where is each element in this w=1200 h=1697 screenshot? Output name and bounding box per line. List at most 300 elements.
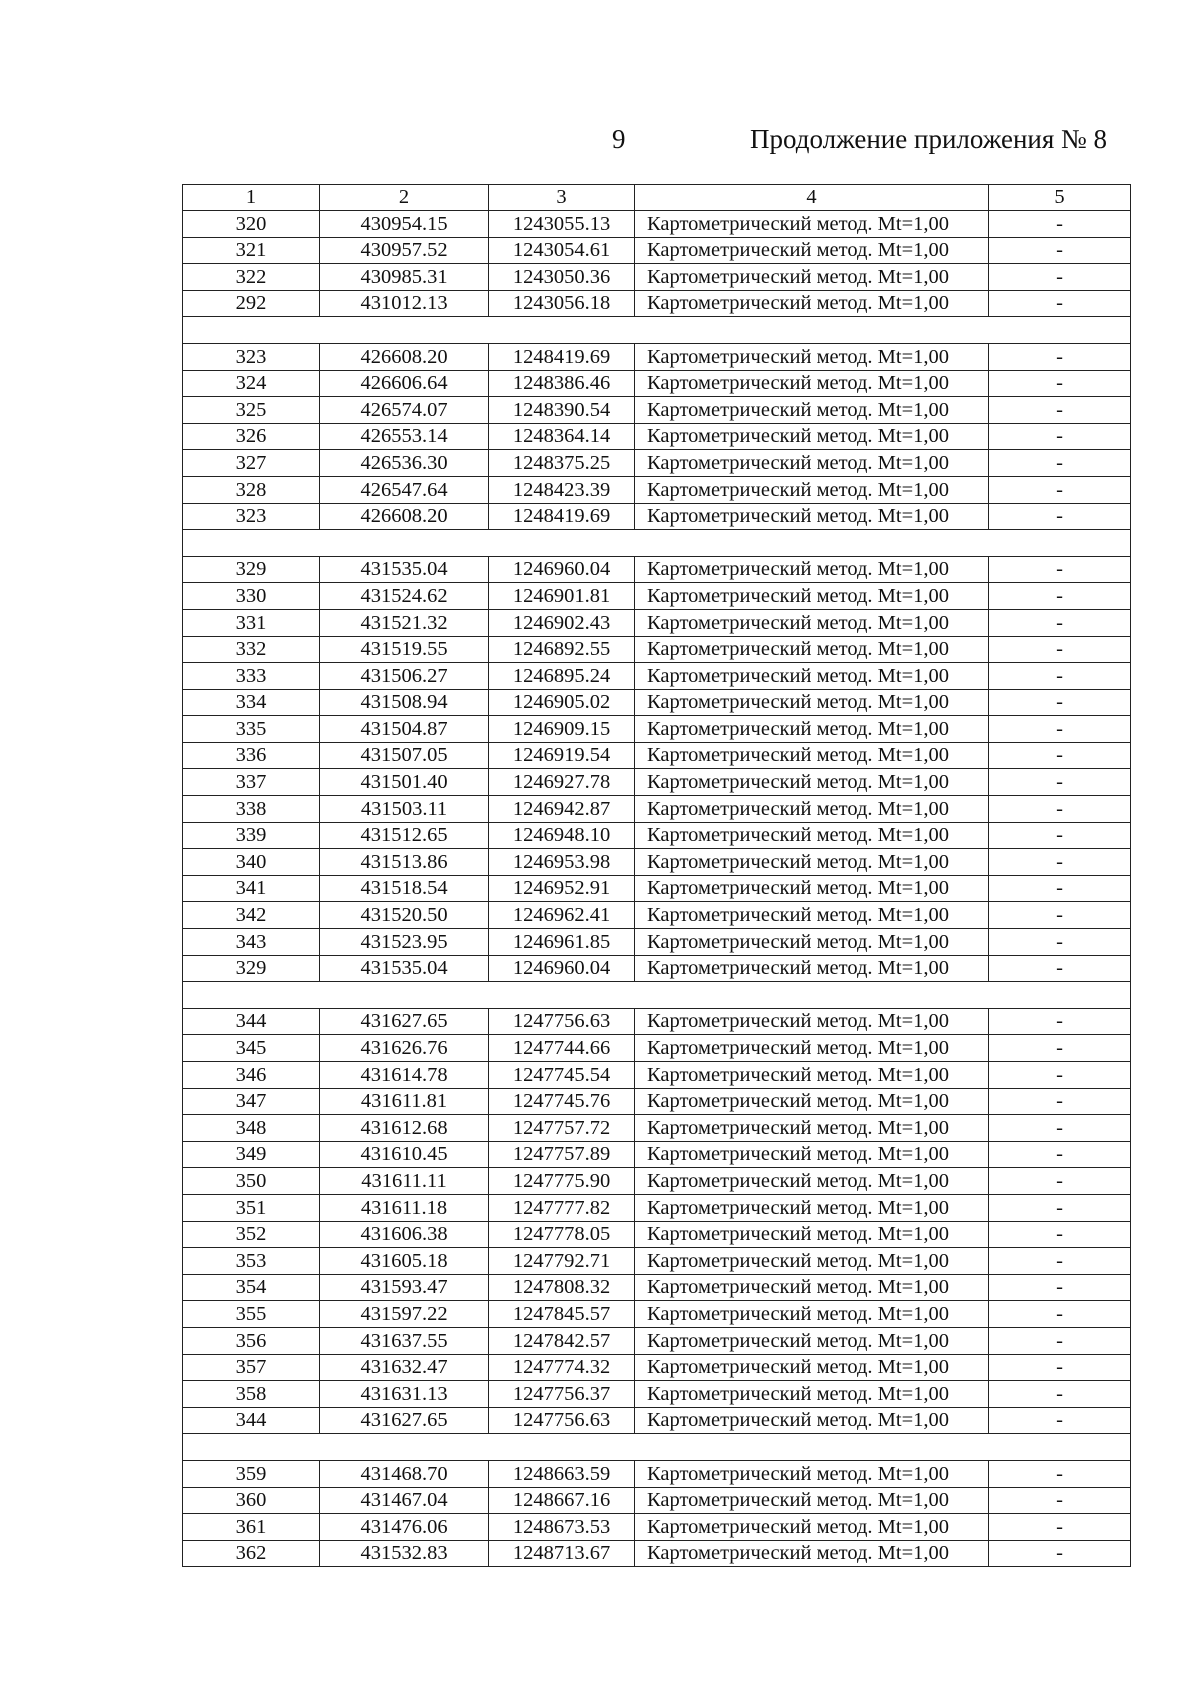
point-number-cell: 330 bbox=[183, 583, 320, 610]
y-coordinate-cell: 1247744.66 bbox=[489, 1035, 635, 1062]
note-cell: - bbox=[989, 290, 1131, 317]
note-cell: - bbox=[989, 1514, 1131, 1541]
x-coordinate-cell: 431614.78 bbox=[320, 1062, 489, 1089]
table-row bbox=[183, 583, 1131, 610]
y-coordinate-cell: 1246902.43 bbox=[489, 609, 635, 636]
point-number-cell: 325 bbox=[183, 397, 320, 424]
table-row bbox=[183, 902, 1131, 929]
x-coordinate-cell: 431605.18 bbox=[320, 1248, 489, 1275]
method-cell: Картометрический метод. Mt=1,00 bbox=[635, 1088, 989, 1115]
table-row bbox=[183, 556, 1131, 583]
method-cell: Картометрический метод. Mt=1,00 bbox=[635, 343, 989, 370]
y-coordinate-cell: 1246895.24 bbox=[489, 663, 635, 690]
x-coordinate-cell: 431626.76 bbox=[320, 1035, 489, 1062]
method-cell: Картометрический метод. Mt=1,00 bbox=[635, 1274, 989, 1301]
point-number-cell: 329 bbox=[183, 556, 320, 583]
method-cell: Картометрический метод. Mt=1,00 bbox=[635, 1354, 989, 1381]
y-coordinate-cell: 1247757.89 bbox=[489, 1141, 635, 1168]
y-coordinate-cell: 1247778.05 bbox=[489, 1221, 635, 1248]
note-cell: - bbox=[989, 370, 1131, 397]
point-number-cell: 338 bbox=[183, 796, 320, 823]
x-coordinate-cell: 431501.40 bbox=[320, 769, 489, 796]
note-cell: - bbox=[989, 902, 1131, 929]
point-number-cell: 329 bbox=[183, 955, 320, 982]
point-number-cell: 352 bbox=[183, 1221, 320, 1248]
point-number-cell: 362 bbox=[183, 1540, 320, 1567]
y-coordinate-cell: 1247845.57 bbox=[489, 1301, 635, 1328]
method-cell: Картометрический метод. Mt=1,00 bbox=[635, 1327, 989, 1354]
point-number-cell: 345 bbox=[183, 1035, 320, 1062]
y-coordinate-cell: 1247792.71 bbox=[489, 1248, 635, 1275]
method-cell: Картометрический метод. Mt=1,00 bbox=[635, 769, 989, 796]
table-row bbox=[183, 716, 1131, 743]
y-coordinate-cell: 1246927.78 bbox=[489, 769, 635, 796]
point-number-cell: 354 bbox=[183, 1274, 320, 1301]
point-number-cell: 324 bbox=[183, 370, 320, 397]
point-number-cell: 323 bbox=[183, 503, 320, 530]
method-cell: Картометрический метод. Mt=1,00 bbox=[635, 264, 989, 291]
page-number: 9 bbox=[612, 124, 626, 154]
note-cell: - bbox=[989, 849, 1131, 876]
table-row bbox=[183, 849, 1131, 876]
appendix-title: Продолжение приложения № 8 bbox=[750, 124, 1108, 154]
y-coordinate-cell: 1248375.25 bbox=[489, 450, 635, 477]
method-cell: Картометрический метод. Mt=1,00 bbox=[635, 609, 989, 636]
table-row bbox=[183, 1248, 1131, 1275]
table-row bbox=[183, 875, 1131, 902]
note-cell: - bbox=[989, 1141, 1131, 1168]
method-cell: Картометрический метод. Mt=1,00 bbox=[635, 1062, 989, 1089]
note-cell: - bbox=[989, 450, 1131, 477]
point-number-cell: 334 bbox=[183, 689, 320, 716]
x-coordinate-cell: 431611.11 bbox=[320, 1168, 489, 1195]
x-coordinate-cell: 431612.68 bbox=[320, 1115, 489, 1142]
x-coordinate-cell: 430954.15 bbox=[320, 211, 489, 238]
note-cell: - bbox=[989, 689, 1131, 716]
x-coordinate-cell: 431012.13 bbox=[320, 290, 489, 317]
coordinates-table-container bbox=[182, 184, 1130, 1567]
y-coordinate-cell: 1248673.53 bbox=[489, 1514, 635, 1541]
point-number-cell: 358 bbox=[183, 1381, 320, 1408]
x-coordinate-cell: 431631.13 bbox=[320, 1381, 489, 1408]
method-cell: Картометрический метод. Mt=1,00 bbox=[635, 929, 989, 956]
table-row bbox=[183, 1540, 1131, 1567]
note-cell: - bbox=[989, 875, 1131, 902]
table-row bbox=[183, 1194, 1131, 1221]
method-cell: Картометрический метод. Mt=1,00 bbox=[635, 1221, 989, 1248]
point-number-cell: 355 bbox=[183, 1301, 320, 1328]
x-coordinate-cell: 431476.06 bbox=[320, 1514, 489, 1541]
table-row bbox=[183, 1168, 1131, 1195]
note-cell: - bbox=[989, 1248, 1131, 1275]
x-coordinate-cell: 431467.04 bbox=[320, 1487, 489, 1514]
y-coordinate-cell: 1246892.55 bbox=[489, 636, 635, 663]
point-number-cell: 349 bbox=[183, 1141, 320, 1168]
x-coordinate-cell: 431611.81 bbox=[320, 1088, 489, 1115]
note-cell: - bbox=[989, 1221, 1131, 1248]
table-body bbox=[183, 185, 1131, 1567]
method-cell: Картометрический метод. Mt=1,00 bbox=[635, 450, 989, 477]
x-coordinate-cell: 426608.20 bbox=[320, 503, 489, 530]
note-cell: - bbox=[989, 796, 1131, 823]
table-row bbox=[183, 822, 1131, 849]
x-coordinate-cell: 426547.64 bbox=[320, 476, 489, 503]
table-row bbox=[183, 397, 1131, 424]
method-cell: Картометрический метод. Mt=1,00 bbox=[635, 875, 989, 902]
note-cell: - bbox=[989, 397, 1131, 424]
y-coordinate-cell: 1246909.15 bbox=[489, 716, 635, 743]
x-coordinate-cell: 431593.47 bbox=[320, 1274, 489, 1301]
x-coordinate-cell: 431523.95 bbox=[320, 929, 489, 956]
method-cell: Картометрический метод. Mt=1,00 bbox=[635, 583, 989, 610]
method-cell: Картометрический метод. Mt=1,00 bbox=[635, 1514, 989, 1541]
point-number-cell: 331 bbox=[183, 609, 320, 636]
point-number-cell: 360 bbox=[183, 1487, 320, 1514]
x-coordinate-cell: 431504.87 bbox=[320, 716, 489, 743]
point-number-cell: 337 bbox=[183, 769, 320, 796]
y-coordinate-cell: 1247777.82 bbox=[489, 1194, 635, 1221]
point-number-cell: 339 bbox=[183, 822, 320, 849]
note-cell: - bbox=[989, 583, 1131, 610]
note-cell: - bbox=[989, 211, 1131, 238]
note-cell: - bbox=[989, 503, 1131, 530]
table-row bbox=[183, 1035, 1131, 1062]
method-cell: Картометрический метод. Mt=1,00 bbox=[635, 1115, 989, 1142]
note-cell: - bbox=[989, 556, 1131, 583]
note-cell: - bbox=[989, 1381, 1131, 1408]
x-coordinate-cell: 431606.38 bbox=[320, 1221, 489, 1248]
y-coordinate-cell: 1247756.37 bbox=[489, 1381, 635, 1408]
table-row bbox=[183, 1062, 1131, 1089]
method-cell: Картометрический метод. Mt=1,00 bbox=[635, 1008, 989, 1035]
table-row bbox=[183, 955, 1131, 982]
point-number-cell: 326 bbox=[183, 423, 320, 450]
table-row bbox=[183, 1301, 1131, 1328]
y-coordinate-cell: 1246961.85 bbox=[489, 929, 635, 956]
table-row bbox=[183, 211, 1131, 238]
x-coordinate-cell: 426553.14 bbox=[320, 423, 489, 450]
y-coordinate-cell: 1248423.39 bbox=[489, 476, 635, 503]
x-coordinate-cell: 431627.65 bbox=[320, 1008, 489, 1035]
y-coordinate-cell: 1248364.14 bbox=[489, 423, 635, 450]
group-separator-row bbox=[183, 317, 1131, 344]
method-cell: Картометрический метод. Mt=1,00 bbox=[635, 955, 989, 982]
note-cell: - bbox=[989, 1088, 1131, 1115]
x-coordinate-cell: 431637.55 bbox=[320, 1327, 489, 1354]
note-cell: - bbox=[989, 1008, 1131, 1035]
x-coordinate-cell: 431610.45 bbox=[320, 1141, 489, 1168]
y-coordinate-cell: 1248386.46 bbox=[489, 370, 635, 397]
x-coordinate-cell: 431535.04 bbox=[320, 955, 489, 982]
note-cell: - bbox=[989, 742, 1131, 769]
method-cell: Картометрический метод. Mt=1,00 bbox=[635, 476, 989, 503]
note-cell: - bbox=[989, 1327, 1131, 1354]
method-cell: Картометрический метод. Mt=1,00 bbox=[635, 902, 989, 929]
table-header-row bbox=[183, 185, 1131, 211]
point-number-cell: 350 bbox=[183, 1168, 320, 1195]
table-row bbox=[183, 742, 1131, 769]
method-cell: Картометрический метод. Mt=1,00 bbox=[635, 556, 989, 583]
table-row bbox=[183, 1487, 1131, 1514]
x-coordinate-cell: 431524.62 bbox=[320, 583, 489, 610]
table-row bbox=[183, 769, 1131, 796]
note-cell: - bbox=[989, 636, 1131, 663]
point-number-cell: 341 bbox=[183, 875, 320, 902]
group-separator-row bbox=[183, 530, 1131, 557]
y-coordinate-cell: 1247756.63 bbox=[489, 1008, 635, 1035]
table-row bbox=[183, 1514, 1131, 1541]
method-cell: Картометрический метод. Mt=1,00 bbox=[635, 663, 989, 690]
method-cell: Картометрический метод. Mt=1,00 bbox=[635, 503, 989, 530]
table-row bbox=[183, 264, 1131, 291]
method-cell: Картометрический метод. Mt=1,00 bbox=[635, 1141, 989, 1168]
table-row bbox=[183, 796, 1131, 823]
method-cell: Картометрический метод. Mt=1,00 bbox=[635, 689, 989, 716]
method-cell: Картометрический метод. Mt=1,00 bbox=[635, 636, 989, 663]
note-cell: - bbox=[989, 955, 1131, 982]
note-cell: - bbox=[989, 476, 1131, 503]
x-coordinate-cell: 431506.27 bbox=[320, 663, 489, 690]
point-number-cell: 327 bbox=[183, 450, 320, 477]
table-row bbox=[183, 1274, 1131, 1301]
x-coordinate-cell: 431508.94 bbox=[320, 689, 489, 716]
note-cell: - bbox=[989, 1301, 1131, 1328]
note-cell: - bbox=[989, 929, 1131, 956]
x-coordinate-cell: 431535.04 bbox=[320, 556, 489, 583]
x-coordinate-cell: 431518.54 bbox=[320, 875, 489, 902]
coordinates-table bbox=[182, 184, 1131, 1567]
header-cell: 1 bbox=[183, 185, 320, 211]
note-cell: - bbox=[989, 1354, 1131, 1381]
x-coordinate-cell: 431627.65 bbox=[320, 1407, 489, 1434]
note-cell: - bbox=[989, 237, 1131, 264]
table-row bbox=[183, 423, 1131, 450]
method-cell: Картометрический метод. Mt=1,00 bbox=[635, 716, 989, 743]
table-row bbox=[183, 636, 1131, 663]
method-cell: Картометрический метод. Mt=1,00 bbox=[635, 237, 989, 264]
y-coordinate-cell: 1248419.69 bbox=[489, 343, 635, 370]
y-coordinate-cell: 1243054.61 bbox=[489, 237, 635, 264]
y-coordinate-cell: 1246962.41 bbox=[489, 902, 635, 929]
table-row bbox=[183, 476, 1131, 503]
note-cell: - bbox=[989, 1115, 1131, 1142]
y-coordinate-cell: 1247756.63 bbox=[489, 1407, 635, 1434]
table-row bbox=[183, 689, 1131, 716]
method-cell: Картометрический метод. Mt=1,00 bbox=[635, 796, 989, 823]
y-coordinate-cell: 1248667.16 bbox=[489, 1487, 635, 1514]
method-cell: Картометрический метод. Mt=1,00 bbox=[635, 1407, 989, 1434]
table-row bbox=[183, 450, 1131, 477]
table-row bbox=[183, 290, 1131, 317]
x-coordinate-cell: 431532.83 bbox=[320, 1540, 489, 1567]
group-separator-row bbox=[183, 1434, 1131, 1461]
y-coordinate-cell: 1248390.54 bbox=[489, 397, 635, 424]
point-number-cell: 340 bbox=[183, 849, 320, 876]
y-coordinate-cell: 1248663.59 bbox=[489, 1460, 635, 1487]
group-separator-row bbox=[183, 982, 1131, 1009]
note-cell: - bbox=[989, 1487, 1131, 1514]
x-coordinate-cell: 431507.05 bbox=[320, 742, 489, 769]
y-coordinate-cell: 1243050.36 bbox=[489, 264, 635, 291]
x-coordinate-cell: 431512.65 bbox=[320, 822, 489, 849]
point-number-cell: 336 bbox=[183, 742, 320, 769]
point-number-cell: 321 bbox=[183, 237, 320, 264]
point-number-cell: 344 bbox=[183, 1407, 320, 1434]
method-cell: Картометрический метод. Mt=1,00 bbox=[635, 1460, 989, 1487]
x-coordinate-cell: 431520.50 bbox=[320, 902, 489, 929]
method-cell: Картометрический метод. Mt=1,00 bbox=[635, 849, 989, 876]
point-number-cell: 322 bbox=[183, 264, 320, 291]
y-coordinate-cell: 1243055.13 bbox=[489, 211, 635, 238]
method-cell: Картометрический метод. Mt=1,00 bbox=[635, 370, 989, 397]
x-coordinate-cell: 426606.64 bbox=[320, 370, 489, 397]
point-number-cell: 292 bbox=[183, 290, 320, 317]
y-coordinate-cell: 1243056.18 bbox=[489, 290, 635, 317]
note-cell: - bbox=[989, 769, 1131, 796]
x-coordinate-cell: 431611.18 bbox=[320, 1194, 489, 1221]
point-number-cell: 323 bbox=[183, 343, 320, 370]
method-cell: Картометрический метод. Mt=1,00 bbox=[635, 822, 989, 849]
y-coordinate-cell: 1246960.04 bbox=[489, 955, 635, 982]
x-coordinate-cell: 430985.31 bbox=[320, 264, 489, 291]
note-cell: - bbox=[989, 1062, 1131, 1089]
x-coordinate-cell: 431521.32 bbox=[320, 609, 489, 636]
method-cell: Картометрический метод. Mt=1,00 bbox=[635, 742, 989, 769]
method-cell: Картометрический метод. Mt=1,00 bbox=[635, 290, 989, 317]
table-row bbox=[183, 1141, 1131, 1168]
y-coordinate-cell: 1247745.76 bbox=[489, 1088, 635, 1115]
note-cell: - bbox=[989, 423, 1131, 450]
header-cell: 2 bbox=[320, 185, 489, 211]
point-number-cell: 351 bbox=[183, 1194, 320, 1221]
point-number-cell: 359 bbox=[183, 1460, 320, 1487]
point-number-cell: 347 bbox=[183, 1088, 320, 1115]
y-coordinate-cell: 1246901.81 bbox=[489, 583, 635, 610]
header-cell: 4 bbox=[635, 185, 989, 211]
table-row bbox=[183, 237, 1131, 264]
header-cell: 5 bbox=[989, 185, 1131, 211]
separator-cell bbox=[183, 1434, 1131, 1461]
y-coordinate-cell: 1246960.04 bbox=[489, 556, 635, 583]
table-row bbox=[183, 1407, 1131, 1434]
table-row bbox=[183, 1088, 1131, 1115]
y-coordinate-cell: 1248419.69 bbox=[489, 503, 635, 530]
y-coordinate-cell: 1247745.54 bbox=[489, 1062, 635, 1089]
point-number-cell: 353 bbox=[183, 1248, 320, 1275]
y-coordinate-cell: 1247808.32 bbox=[489, 1274, 635, 1301]
y-coordinate-cell: 1246905.02 bbox=[489, 689, 635, 716]
point-number-cell: 333 bbox=[183, 663, 320, 690]
point-number-cell: 348 bbox=[183, 1115, 320, 1142]
point-number-cell: 356 bbox=[183, 1327, 320, 1354]
y-coordinate-cell: 1247842.57 bbox=[489, 1327, 635, 1354]
separator-cell bbox=[183, 530, 1131, 557]
x-coordinate-cell: 426536.30 bbox=[320, 450, 489, 477]
table-row bbox=[183, 1327, 1131, 1354]
note-cell: - bbox=[989, 1194, 1131, 1221]
method-cell: Картометрический метод. Mt=1,00 bbox=[635, 1168, 989, 1195]
note-cell: - bbox=[989, 609, 1131, 636]
table-row bbox=[183, 1221, 1131, 1248]
note-cell: - bbox=[989, 343, 1131, 370]
note-cell: - bbox=[989, 1540, 1131, 1567]
separator-cell bbox=[183, 982, 1131, 1009]
point-number-cell: 346 bbox=[183, 1062, 320, 1089]
point-number-cell: 344 bbox=[183, 1008, 320, 1035]
point-number-cell: 342 bbox=[183, 902, 320, 929]
method-cell: Картометрический метод. Mt=1,00 bbox=[635, 1035, 989, 1062]
method-cell: Картометрический метод. Mt=1,00 bbox=[635, 1301, 989, 1328]
point-number-cell: 328 bbox=[183, 476, 320, 503]
y-coordinate-cell: 1246952.91 bbox=[489, 875, 635, 902]
table-row bbox=[183, 1115, 1131, 1142]
table-row bbox=[183, 503, 1131, 530]
point-number-cell: 335 bbox=[183, 716, 320, 743]
y-coordinate-cell: 1246919.54 bbox=[489, 742, 635, 769]
x-coordinate-cell: 426574.07 bbox=[320, 397, 489, 424]
point-number-cell: 361 bbox=[183, 1514, 320, 1541]
method-cell: Картометрический метод. Mt=1,00 bbox=[635, 1487, 989, 1514]
x-coordinate-cell: 431632.47 bbox=[320, 1354, 489, 1381]
y-coordinate-cell: 1247774.32 bbox=[489, 1354, 635, 1381]
note-cell: - bbox=[989, 716, 1131, 743]
x-coordinate-cell: 430957.52 bbox=[320, 237, 489, 264]
note-cell: - bbox=[989, 264, 1131, 291]
method-cell: Картометрический метод. Mt=1,00 bbox=[635, 1194, 989, 1221]
table-row bbox=[183, 1460, 1131, 1487]
method-cell: Картометрический метод. Mt=1,00 bbox=[635, 1540, 989, 1567]
point-number-cell: 332 bbox=[183, 636, 320, 663]
x-coordinate-cell: 431597.22 bbox=[320, 1301, 489, 1328]
point-number-cell: 320 bbox=[183, 211, 320, 238]
x-coordinate-cell: 431503.11 bbox=[320, 796, 489, 823]
point-number-cell: 343 bbox=[183, 929, 320, 956]
x-coordinate-cell: 426608.20 bbox=[320, 343, 489, 370]
separator-cell bbox=[183, 317, 1131, 344]
method-cell: Картометрический метод. Mt=1,00 bbox=[635, 397, 989, 424]
note-cell: - bbox=[989, 1168, 1131, 1195]
x-coordinate-cell: 431519.55 bbox=[320, 636, 489, 663]
table-row bbox=[183, 663, 1131, 690]
x-coordinate-cell: 431468.70 bbox=[320, 1460, 489, 1487]
method-cell: Картометрический метод. Mt=1,00 bbox=[635, 1248, 989, 1275]
point-number-cell: 357 bbox=[183, 1354, 320, 1381]
method-cell: Картометрический метод. Mt=1,00 bbox=[635, 211, 989, 238]
table-row bbox=[183, 1008, 1131, 1035]
table-row bbox=[183, 370, 1131, 397]
table-row bbox=[183, 1354, 1131, 1381]
note-cell: - bbox=[989, 1460, 1131, 1487]
y-coordinate-cell: 1246953.98 bbox=[489, 849, 635, 876]
table-row bbox=[183, 343, 1131, 370]
y-coordinate-cell: 1247775.90 bbox=[489, 1168, 635, 1195]
table-row bbox=[183, 1381, 1131, 1408]
y-coordinate-cell: 1246942.87 bbox=[489, 796, 635, 823]
y-coordinate-cell: 1248713.67 bbox=[489, 1540, 635, 1567]
note-cell: - bbox=[989, 1035, 1131, 1062]
y-coordinate-cell: 1246948.10 bbox=[489, 822, 635, 849]
note-cell: - bbox=[989, 822, 1131, 849]
y-coordinate-cell: 1247757.72 bbox=[489, 1115, 635, 1142]
table-row bbox=[183, 929, 1131, 956]
method-cell: Картометрический метод. Mt=1,00 bbox=[635, 1381, 989, 1408]
table-row bbox=[183, 609, 1131, 636]
header-cell: 3 bbox=[489, 185, 635, 211]
x-coordinate-cell: 431513.86 bbox=[320, 849, 489, 876]
note-cell: - bbox=[989, 663, 1131, 690]
note-cell: - bbox=[989, 1407, 1131, 1434]
note-cell: - bbox=[989, 1274, 1131, 1301]
